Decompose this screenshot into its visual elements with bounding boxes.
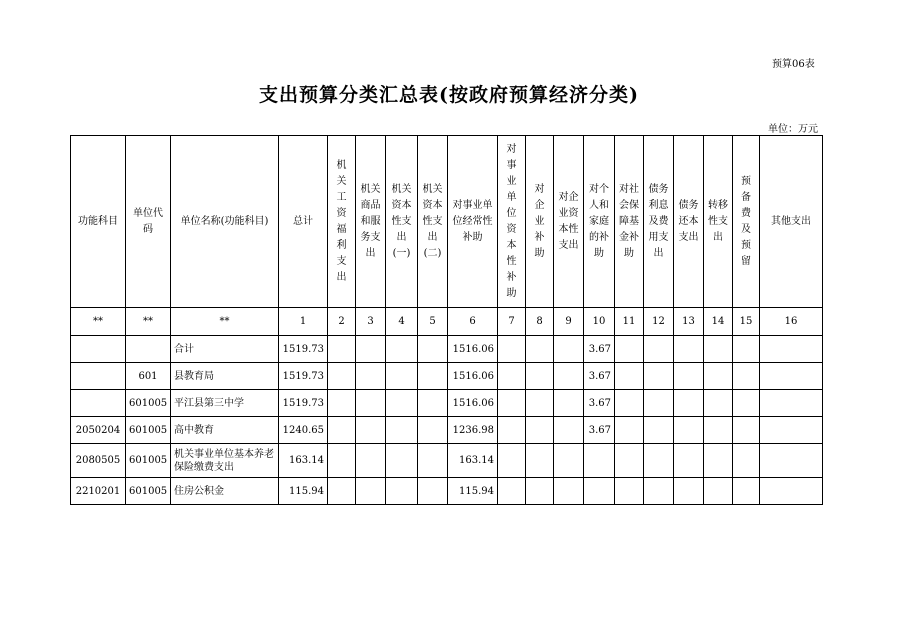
table-cell bbox=[644, 478, 674, 505]
table-cell bbox=[704, 336, 733, 363]
table-cell: 住房公积金 bbox=[171, 478, 279, 505]
table-cell: 1240.65 bbox=[279, 417, 328, 444]
table-cell bbox=[386, 478, 418, 505]
index-cell: 5 bbox=[418, 308, 448, 336]
table-cell: 2080505 bbox=[71, 444, 126, 478]
table-cell bbox=[526, 390, 554, 417]
table-row bbox=[71, 478, 823, 505]
header-cell: 功能科目 bbox=[71, 136, 126, 308]
table-cell bbox=[733, 444, 760, 478]
table-cell bbox=[674, 444, 704, 478]
table-cell bbox=[498, 390, 526, 417]
table-cell bbox=[356, 390, 386, 417]
index-cell: 10 bbox=[584, 308, 615, 336]
table-row bbox=[71, 336, 823, 363]
page-title: 支出预算分类汇总表(按政府预算经济分类) bbox=[259, 84, 639, 106]
table-cell bbox=[644, 390, 674, 417]
table-cell bbox=[386, 444, 418, 478]
table-cell bbox=[328, 336, 356, 363]
table-cell bbox=[760, 336, 823, 363]
table-cell bbox=[760, 444, 823, 478]
table-cell bbox=[644, 363, 674, 390]
header-cell: 总计 bbox=[279, 136, 328, 308]
table-cell bbox=[71, 336, 126, 363]
header-cell: 机关工资福利支出 bbox=[328, 136, 356, 308]
index-cell: 11 bbox=[615, 308, 644, 336]
table-cell bbox=[498, 444, 526, 478]
table-cell bbox=[71, 363, 126, 390]
table-cell bbox=[418, 363, 448, 390]
table-cell bbox=[760, 417, 823, 444]
table-cell bbox=[126, 336, 171, 363]
table-cell bbox=[760, 363, 823, 390]
table-cell bbox=[356, 478, 386, 505]
index-cell: ** bbox=[126, 308, 171, 336]
table-cell bbox=[584, 478, 615, 505]
table-cell bbox=[674, 390, 704, 417]
index-cell: 9 bbox=[554, 308, 584, 336]
table-cell bbox=[328, 478, 356, 505]
table-cell bbox=[733, 417, 760, 444]
table-cell: 601005 bbox=[126, 417, 171, 444]
index-cell: ** bbox=[71, 308, 126, 336]
index-cell: 16 bbox=[760, 308, 823, 336]
table-cell bbox=[356, 336, 386, 363]
table-cell: 3.67 bbox=[584, 417, 615, 444]
table-cell: 601 bbox=[126, 363, 171, 390]
header-cell: 对企业补助 bbox=[526, 136, 554, 308]
table-cell bbox=[733, 390, 760, 417]
table-cell bbox=[615, 444, 644, 478]
table-cell: 1519.73 bbox=[279, 336, 328, 363]
table-cell bbox=[733, 336, 760, 363]
table-cell bbox=[418, 390, 448, 417]
table-cell bbox=[704, 444, 733, 478]
table-cell: 1519.73 bbox=[279, 363, 328, 390]
table-cell: 3.67 bbox=[584, 390, 615, 417]
table-cell bbox=[498, 363, 526, 390]
table-cell: 163.14 bbox=[279, 444, 328, 478]
form-number: 预算06表 bbox=[772, 59, 815, 70]
table-cell bbox=[526, 444, 554, 478]
table-cell: 县教育局 bbox=[171, 363, 279, 390]
unit-label: 单位：万元 bbox=[768, 124, 818, 135]
table-row bbox=[71, 390, 823, 417]
table-cell bbox=[674, 417, 704, 444]
table-cell bbox=[498, 478, 526, 505]
table-cell bbox=[328, 390, 356, 417]
table-cell bbox=[615, 336, 644, 363]
table-cell: 合计 bbox=[171, 336, 279, 363]
table-cell bbox=[554, 390, 584, 417]
table-cell bbox=[418, 336, 448, 363]
budget-table bbox=[70, 135, 823, 505]
table-cell: 2050204 bbox=[71, 417, 126, 444]
table-cell bbox=[674, 478, 704, 505]
table-cell bbox=[526, 417, 554, 444]
table-cell bbox=[554, 417, 584, 444]
table-cell bbox=[615, 478, 644, 505]
table-cell bbox=[386, 390, 418, 417]
index-cell: 13 bbox=[674, 308, 704, 336]
table-cell: 163.14 bbox=[448, 444, 498, 478]
table-cell bbox=[71, 390, 126, 417]
table-cell: 115.94 bbox=[448, 478, 498, 505]
table-cell bbox=[760, 478, 823, 505]
table-cell bbox=[386, 417, 418, 444]
header-cell: 对事业单位资本性补助 bbox=[498, 136, 526, 308]
table-cell: 1516.06 bbox=[448, 336, 498, 363]
table-cell bbox=[418, 478, 448, 505]
header-cell: 转移性支出 bbox=[704, 136, 733, 308]
index-cell: 1 bbox=[279, 308, 328, 336]
table-cell bbox=[704, 363, 733, 390]
header-cell: 对个人和家庭的补助 bbox=[584, 136, 615, 308]
table-cell: 1236.98 bbox=[448, 417, 498, 444]
table-cell bbox=[644, 417, 674, 444]
table-cell bbox=[328, 363, 356, 390]
table-cell: 3.67 bbox=[584, 336, 615, 363]
header-cell: 债务还本支出 bbox=[674, 136, 704, 308]
index-cell: 12 bbox=[644, 308, 674, 336]
table-row bbox=[71, 363, 823, 390]
table-cell bbox=[356, 444, 386, 478]
header-row bbox=[71, 136, 823, 308]
header-cell: 对社会保障基金补助 bbox=[615, 136, 644, 308]
table-cell bbox=[615, 390, 644, 417]
index-cell: 7 bbox=[498, 308, 526, 336]
index-cell: 6 bbox=[448, 308, 498, 336]
header-cell: 债务利息及费用支出 bbox=[644, 136, 674, 308]
table-cell: 601005 bbox=[126, 390, 171, 417]
table-cell bbox=[760, 390, 823, 417]
header-cell: 预备费及预留 bbox=[733, 136, 760, 308]
header-cell: 其他支出 bbox=[760, 136, 823, 308]
table-cell bbox=[584, 444, 615, 478]
table-cell: 3.67 bbox=[584, 363, 615, 390]
table-cell: 601005 bbox=[126, 444, 171, 478]
header-cell: 单位代码 bbox=[126, 136, 171, 308]
table-cell bbox=[674, 363, 704, 390]
table-cell bbox=[704, 478, 733, 505]
index-cell: 14 bbox=[704, 308, 733, 336]
index-cell: 2 bbox=[328, 308, 356, 336]
index-cell: 15 bbox=[733, 308, 760, 336]
table-cell bbox=[356, 417, 386, 444]
table-cell bbox=[733, 478, 760, 505]
table-cell bbox=[615, 417, 644, 444]
table-cell bbox=[498, 336, 526, 363]
table-cell: 高中教育 bbox=[171, 417, 279, 444]
table-row bbox=[71, 417, 823, 444]
table-cell bbox=[554, 336, 584, 363]
table-cell: 机关事业单位基本养老保险缴费支出 bbox=[171, 444, 279, 478]
table-cell bbox=[418, 417, 448, 444]
table-cell bbox=[526, 336, 554, 363]
table-cell bbox=[554, 478, 584, 505]
table-cell: 115.94 bbox=[279, 478, 328, 505]
table-cell bbox=[644, 336, 674, 363]
table-cell: 1516.06 bbox=[448, 390, 498, 417]
table-cell bbox=[328, 417, 356, 444]
table-cell bbox=[526, 478, 554, 505]
table-row bbox=[71, 444, 823, 478]
table-cell bbox=[554, 444, 584, 478]
header-cell: 机关资本性支出(二) bbox=[418, 136, 448, 308]
index-cell: 8 bbox=[526, 308, 554, 336]
index-cell: 4 bbox=[386, 308, 418, 336]
table-cell bbox=[615, 363, 644, 390]
table-cell bbox=[704, 390, 733, 417]
table-cell bbox=[356, 363, 386, 390]
header-cell: 单位名称(功能科目) bbox=[171, 136, 279, 308]
header-cell: 对企业资本性支出 bbox=[554, 136, 584, 308]
index-cell: ** bbox=[171, 308, 279, 336]
table-cell bbox=[418, 444, 448, 478]
table-cell: 2210201 bbox=[71, 478, 126, 505]
table-cell bbox=[328, 444, 356, 478]
table-cell bbox=[554, 363, 584, 390]
header-cell: 机关资本性支出(一) bbox=[386, 136, 418, 308]
table-cell bbox=[526, 363, 554, 390]
table-cell: 1516.06 bbox=[448, 363, 498, 390]
table-cell bbox=[674, 336, 704, 363]
table-cell: 601005 bbox=[126, 478, 171, 505]
table-cell bbox=[733, 363, 760, 390]
table-cell bbox=[644, 444, 674, 478]
table-cell bbox=[386, 336, 418, 363]
index-row bbox=[71, 308, 823, 336]
table-cell: 平江县第三中学 bbox=[171, 390, 279, 417]
index-cell: 3 bbox=[356, 308, 386, 336]
table-cell bbox=[704, 417, 733, 444]
table-cell: 1519.73 bbox=[279, 390, 328, 417]
table-cell bbox=[498, 417, 526, 444]
header-cell: 对事业单位经常性补助 bbox=[448, 136, 498, 308]
header-cell: 机关商品和服务支出 bbox=[356, 136, 386, 308]
table-cell bbox=[386, 363, 418, 390]
